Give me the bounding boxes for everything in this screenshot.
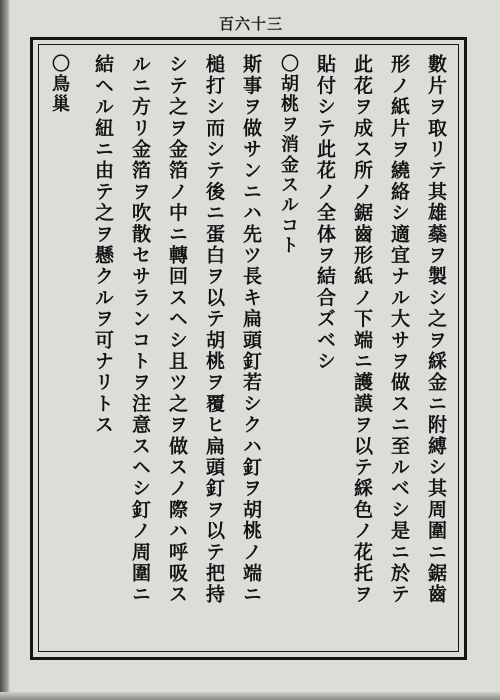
vertical-text-body xyxy=(46,54,451,644)
text-column-6: 斯事ヲ做サンニハ先ツ長キ扁頭釘若シクハ釘ヲ胡桃ノ端ニ xyxy=(240,54,262,606)
page-number: 百六十三 xyxy=(218,15,283,33)
section-heading-walnut-gilding: 〇胡桃ヲ消金スルコト xyxy=(278,54,299,256)
text-column-2: 形ノ紙片ヲ繞絡シ適宜ナル大サヲ做スニ至ルベシ是ニ於テ xyxy=(388,54,410,606)
text-column-3: 此花ヲ成ス所ノ鋸齒形紙ノ下端ニ護謨ヲ以テ綵色ノ花托ヲ xyxy=(351,54,373,606)
page-bottom-shadow xyxy=(0,692,500,700)
section-heading-bird-nest: 〇鳥巢 xyxy=(49,54,70,115)
page-edge-shadow xyxy=(0,0,10,700)
text-column-10: 結ヘル紐ニ由テ之ヲ懸クルヲ可ナリトス xyxy=(92,54,114,436)
text-column-8: シテ之ヲ金箔ノ中ニ轉回スヘシ且ツ之ヲ做スノ際ハ呼吸ス xyxy=(166,54,188,606)
text-column-9: ルニ方リ金箔ヲ吹散セサランコトヲ注意スヘシ釘ノ周圍ニ xyxy=(129,54,151,606)
text-column-1: 數片ヲ取リテ其雄蘂ヲ製シ之ヲ綵金ニ附縛シ其周圍ニ鋸齒 xyxy=(425,54,447,606)
text-column-4: 貼付シテ此花ノ全体ヲ結合ズベシ xyxy=(314,54,336,372)
text-column-7: 槌打シ而シテ後ニ蛋白ヲ以テ胡桃ヲ覆ヒ扁頭釘ヲ以テ把持 xyxy=(203,54,225,606)
